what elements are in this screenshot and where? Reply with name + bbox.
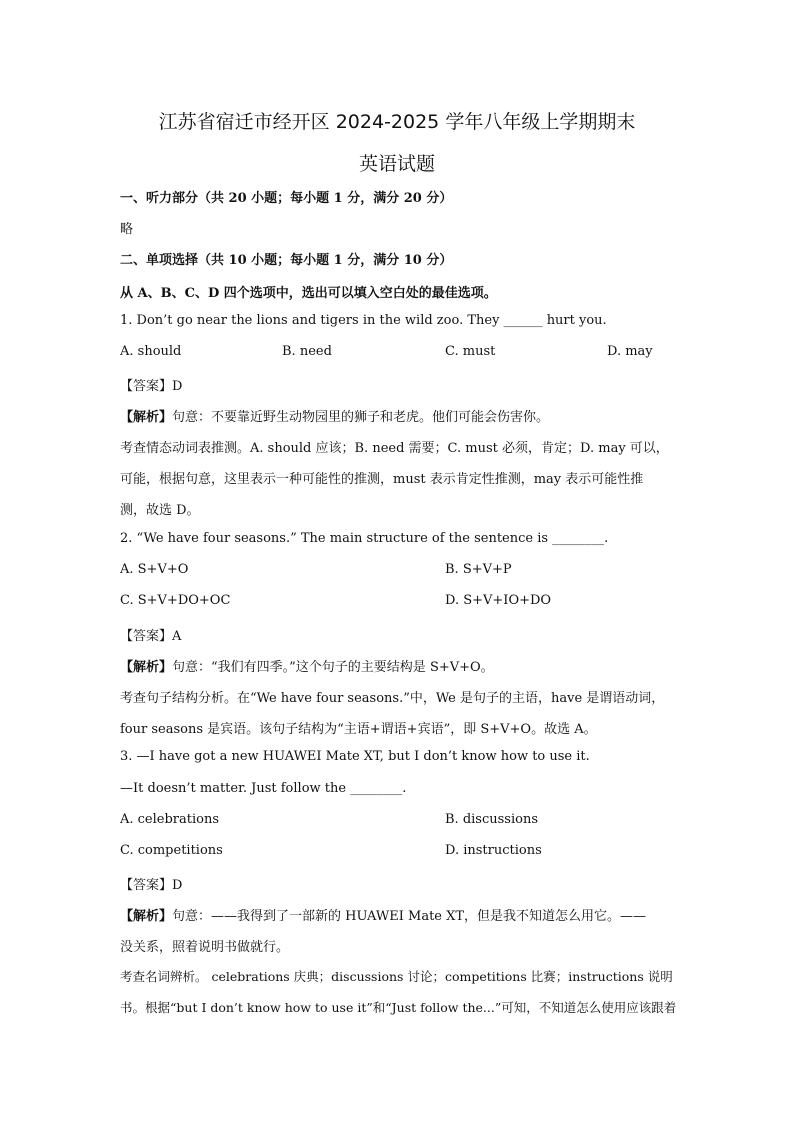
q1-option-c: C. must	[445, 344, 496, 359]
q1-analysis-label: 【解析】	[120, 410, 173, 425]
q3-analysis-3: 考查名词辨析。 celebrations 庆典；discussions 讨论；competitions 比赛；instructions 说明	[120, 969, 673, 984]
q1-option-b: B. need	[282, 344, 332, 359]
q1-option-a: A. should	[120, 344, 182, 359]
q1-stem: 1. Don’t go near the lions and tigers in the wild zoo. They ______ hurt you.	[120, 313, 607, 328]
q3-stem-2: —It doesn’t matter. Just follow the ________.	[120, 781, 407, 796]
q2-answer: 【答案】A	[120, 629, 182, 644]
q3-analysis-4: 书。根据“but I don’t know how to use it”和“Just follow the...”可知，不知道怎么使用应该跟着	[120, 1000, 677, 1015]
q2-stem: 2. “We have four seasons.” The main structure of the sentence is ________.	[120, 531, 609, 546]
q3-analysis-2: 没关系，照着说明书做就行。	[120, 940, 290, 955]
q3-stem-1: 3. —I have got a new HUAWEI Mate XT, but I don’t know how to use it.	[120, 749, 590, 764]
q1-analysis-2: 考查情态动词表推测。A. should 应该；B. need 需要；C. must 必须，肯定；D. may 可以，	[120, 441, 669, 456]
section-1-heading: 一、听力部分（共 20 小题；每小题 1 分，满分 20 分）	[120, 191, 453, 206]
q2-analysis-1	[120, 656, 680, 675]
section-1-note: 略	[120, 222, 134, 237]
q2-option-d: D. S+V+IO+DO	[445, 593, 552, 608]
q3-answer: 【答案】D	[120, 878, 183, 893]
section-2-instruction: 从 A、B、C、D 四个选项中，选出可以填入空白处的最佳选项。	[120, 286, 497, 301]
q1-analysis-3: 可能，根据句意，这里表示一种可能性的推测，must 表示肯定性推测，may 表示可能性推	[120, 472, 644, 487]
title-line-2: 英语试题	[358, 153, 435, 175]
q2-option-c: C. S+V+DO+OC	[120, 593, 231, 608]
q2-option-a: A. S+V+O	[120, 562, 189, 577]
q2-option-b: B. S+V+P	[445, 562, 512, 577]
q1-answer: 【答案】D	[120, 379, 183, 394]
q3-option-a: A. celebrations	[120, 812, 220, 827]
q1-analysis-4: 测，故选 D。	[120, 503, 200, 518]
q3-option-b: B. discussions	[445, 812, 538, 827]
q1-analysis-text: 句意：不要靠近野生动物园里的狮子和老虎。他们可能会伤害你。	[172, 410, 550, 425]
section-2-heading: 二、单项选择（共 10 小题；每小题 1 分，满分 10 分）	[120, 253, 453, 268]
title-line-1: 江苏省宿迁市经开区 2024-2025 学年八年级上学期期末	[158, 111, 636, 133]
q3-option-c: C. competitions	[120, 843, 223, 858]
q3-analysis-text: 句意：——我得到了一部新的 HUAWEI Mate XT，但是我不知道怎么用它。——	[172, 909, 647, 924]
q2-analysis-text: 句意：“我们有四季。”这个句子的主要结构是 S+V+O。	[172, 660, 494, 675]
q2-analysis-2: 考查句子结构分析。在“We have four seasons.”中，We 是句子的主语，have 是谓语动词，	[120, 691, 665, 706]
q1-option-d: D. may	[607, 344, 653, 359]
q2-analysis-3: four seasons 是宾语。该句子结构为“主语+谓语+宾语”，即 S+V+O。故选 A。	[120, 722, 597, 737]
q2-analysis-label: 【解析】	[120, 660, 173, 675]
q3-option-d: D. instructions	[445, 843, 542, 858]
q3-analysis-label: 【解析】	[120, 909, 173, 924]
q3-analysis-1	[120, 905, 680, 924]
q1-analysis-1	[120, 406, 680, 425]
